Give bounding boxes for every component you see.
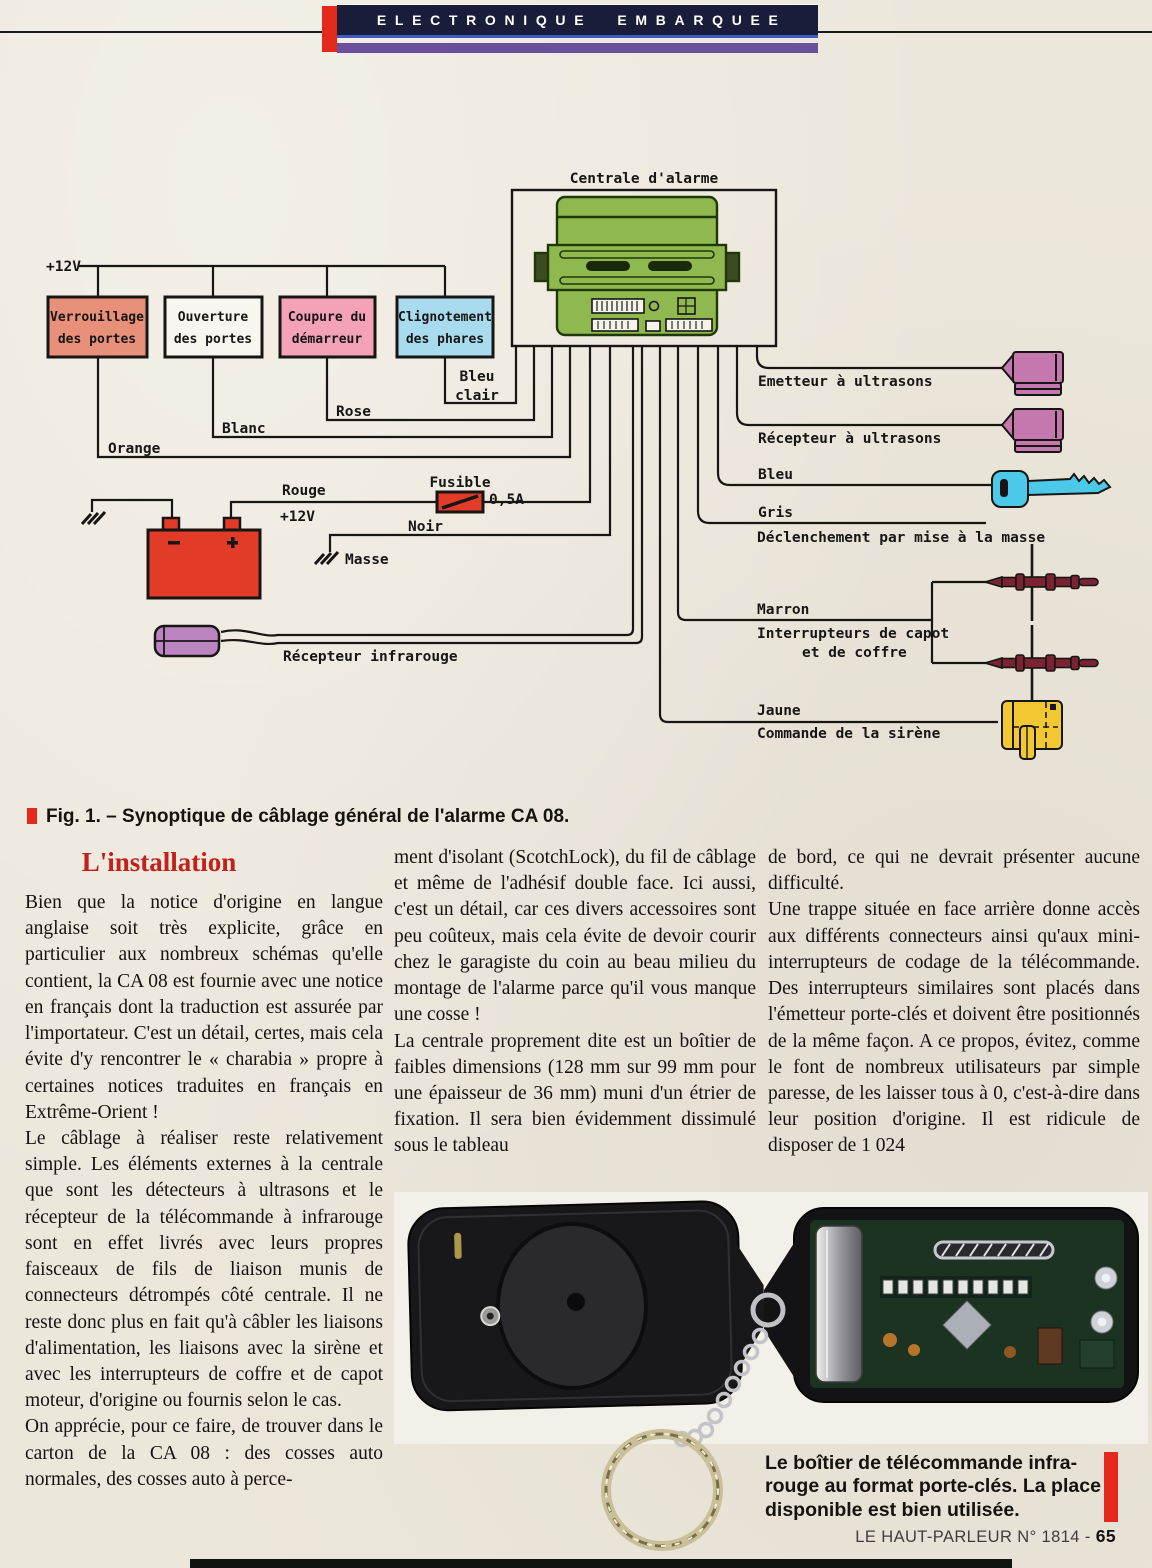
- header-banner: [337, 4, 818, 38]
- label-fusible: Fusible: [429, 475, 491, 491]
- battery-circuit: [82, 346, 610, 598]
- box-verrouillage-line2: des portes: [57, 332, 137, 347]
- wiring-diagram: [0, 140, 1152, 805]
- capacitor: [883, 1333, 897, 1347]
- banner-purple-bar: [337, 42, 818, 53]
- label-marron-desc1: Interrupteurs de capot: [757, 626, 950, 642]
- paragraph: de bord, ce qui ne devrait présenter aucune difficulté.: [768, 847, 1140, 895]
- photo-caption-red-bar: [1104, 1452, 1118, 1522]
- dip-switches: [880, 1276, 1032, 1298]
- ground-icon-masse: [315, 552, 338, 564]
- wire-emetteur-us: [757, 346, 1002, 368]
- box-coupure: [280, 297, 375, 357]
- rouge-wire-left: [231, 502, 437, 518]
- box-coupure-line1: Coupure du: [287, 310, 367, 325]
- key-icon: [992, 471, 1110, 507]
- banner-red-accent: [322, 6, 337, 52]
- paragraph: On apprécie, pour ce faire, de trouver dans le carton de la CA 08 : des cosses auto normales, des cosses auto à perce-: [25, 1416, 383, 1490]
- paragraph: La centrale proprement dite est un boîtier de faibles dimensions (128 mm sur 99 mm pour une épaisseur de 36 mm) muni d'un étrier de fixation. Il sera bien évidemment dissimulé sous le tableau: [394, 1030, 756, 1157]
- central-unit-label: Centrale d'alarme: [569, 171, 719, 187]
- label-jaune-desc: Commande de la sirène: [757, 726, 941, 742]
- label-gris-desc: Déclenchement par mise à la masse: [757, 530, 1046, 546]
- article-column-2: [394, 845, 756, 1160]
- page-number: 65: [1095, 1526, 1116, 1546]
- wire-bleu: [718, 346, 992, 485]
- figure-caption: [27, 806, 727, 828]
- supply-label: +12V: [46, 259, 81, 275]
- hood-switch-icon: [985, 544, 1098, 621]
- box-ouverture-line2: des portes: [173, 332, 253, 347]
- box-clignotement: [397, 297, 493, 357]
- feature-box-clignotement: [397, 297, 493, 357]
- paragraph: Une trappe située en face arrière donne accès aux différents connecteurs ainsi qu'aux mini-interrupteurs de codage de la télécommande. Des interrupteurs similaires sont placés dans l'émetteur porte-clés et doivent être positionnés de la même façon. A ce propos, évitez, comme le font de nombreux utilisateurs par simple paresse, de les laisser tous à 0, c'est-à-dire dans leur position d'origine. Il est ridicule de disposer de 1 024: [768, 899, 1140, 1157]
- label-rose: Rose: [336, 404, 371, 420]
- label-bleu-clair-1: Bleu: [459, 369, 495, 385]
- box-clignotement-line2: des phares: [405, 332, 485, 347]
- box-clignotement-line1: Clignotement: [398, 310, 492, 325]
- right-wires: [660, 346, 1045, 742]
- article-column-1: [25, 845, 383, 1493]
- capacitor: [908, 1344, 920, 1356]
- label-gris: Gris: [758, 505, 793, 521]
- section-heading: L'installation: [81, 847, 237, 877]
- central-alarm-unit: [512, 171, 776, 346]
- rouge-wire-right: [483, 346, 590, 502]
- trunk-switch-icon: [985, 625, 1098, 702]
- label-masse: Masse: [345, 552, 389, 568]
- key-ring: [606, 1434, 718, 1546]
- figure-caption-text: – Synoptique de câblage général de l'alarme CA 08.: [100, 806, 570, 827]
- box-wires: [98, 346, 570, 457]
- paragraph: ment d'isolant (ScotchLock), du fil de câblage et même de l'adhésif double face. Ici aussi, c'est un détail, car ces divers accessoires sont peu coûteux, mais cela évite de devoir courir chez le garagiste du coin au beau milieu du montage de l'alarme parce qu'il vous manque une cosse !: [394, 847, 756, 1026]
- magazine-name: LE HAUT-PARLEUR N° 1814 -: [855, 1528, 1096, 1546]
- photo-caption: Le boîtier de télécommande infra-rouge au format porte-clés. La place disponible est bien utilisée.: [765, 1452, 1101, 1521]
- label-bleu-clair-2: clair: [455, 388, 499, 404]
- page-footer: [855, 1526, 1116, 1547]
- battery-minus-sign: [168, 541, 180, 545]
- supply-rail: [46, 259, 445, 297]
- coil: [935, 1242, 1053, 1258]
- ground-icon: [82, 512, 105, 524]
- label-blanc: Blanc: [222, 421, 266, 437]
- caption-red-marker: [27, 808, 37, 824]
- ultrasonic-receiver-icon: [1002, 409, 1063, 452]
- remote-case-front: [407, 1200, 766, 1411]
- box-ouverture: [165, 297, 262, 357]
- remote-case-open: [764, 1208, 1138, 1402]
- label-noir: Noir: [408, 519, 443, 535]
- wire-marron: [678, 346, 986, 663]
- box-ouverture-line1: Ouverture: [177, 310, 249, 325]
- label-bleu: Bleu: [758, 467, 793, 483]
- component-block: [1038, 1328, 1062, 1364]
- label-rouge: Rouge: [282, 483, 326, 499]
- label-recepteur-us: Récepteur à ultrasons: [758, 431, 942, 447]
- box-verrouillage-line1: Verrouillage: [50, 310, 144, 325]
- central-unit-drawing: [535, 197, 739, 335]
- figure-caption-number: Fig. 1.: [46, 806, 101, 827]
- paragraph: Bien que la notice d'origine en langue anglaise soit très explicite, grâce en particulier aux nombreux schémas qu'elle contient, la CA 08 est fournie avec une notice en français dont la traduction est assurée par l'importateur. C'est un détail, certes, mais cela évite d'y rencontrer le « charabia » propre à certaines notices traduites en français en Extrême-Orient !: [25, 892, 383, 1123]
- article-column-3: [768, 845, 1140, 1160]
- label-orange: Orange: [108, 441, 161, 457]
- siren-icon: [1002, 701, 1062, 759]
- battery-icon: [148, 530, 260, 598]
- feature-box-ouverture: [165, 297, 262, 357]
- label-recepteur-infrarouge: Récepteur infrarouge: [283, 649, 458, 665]
- feature-box-verrouillage: [48, 297, 147, 357]
- battery-cell: [816, 1226, 862, 1382]
- ultrasonic-emitter-icon: [1002, 352, 1063, 395]
- feature-box-coupure: [280, 297, 375, 357]
- banner-title: ELECTRONIQUE EMBARQUEE: [376, 11, 787, 28]
- capacitor: [1004, 1346, 1016, 1358]
- label-rouge-12v: +12V: [280, 509, 315, 525]
- label-jaune: Jaune: [757, 703, 801, 719]
- wire-orange: [98, 346, 570, 457]
- paragraph: Le câblage à réaliser reste relativement simple. Les éléments externes à la centrale que sont les détecteurs à ultrasons et le récepteur de la télécommande à infrarouge sont en effet livrés avec leurs propres faisceaux de fils de liaison munis de connecteurs détrompés côté centrale. Il ne reste donc plus en fait qu'à câbler les liaisons d'alimentation, les liaisons avec la sirène et avec les interrupteurs de coffre et de capot moteur, d'origine ou fournis selon le cas.: [25, 1127, 383, 1412]
- label-marron-desc2: et de coffre: [802, 645, 907, 661]
- box-verrouillage: [48, 297, 147, 357]
- box-coupure-line2: démarreur: [291, 332, 363, 347]
- page-bottom-strip: [190, 1559, 1012, 1568]
- supply-wire: [78, 266, 445, 297]
- label-fuse-rating: 0,5A: [489, 492, 524, 508]
- led-window: [454, 1233, 462, 1259]
- label-marron: Marron: [757, 602, 810, 618]
- ic-chip: [1080, 1340, 1114, 1368]
- label-emetteur-us: Emetteur à ultrasons: [758, 374, 933, 390]
